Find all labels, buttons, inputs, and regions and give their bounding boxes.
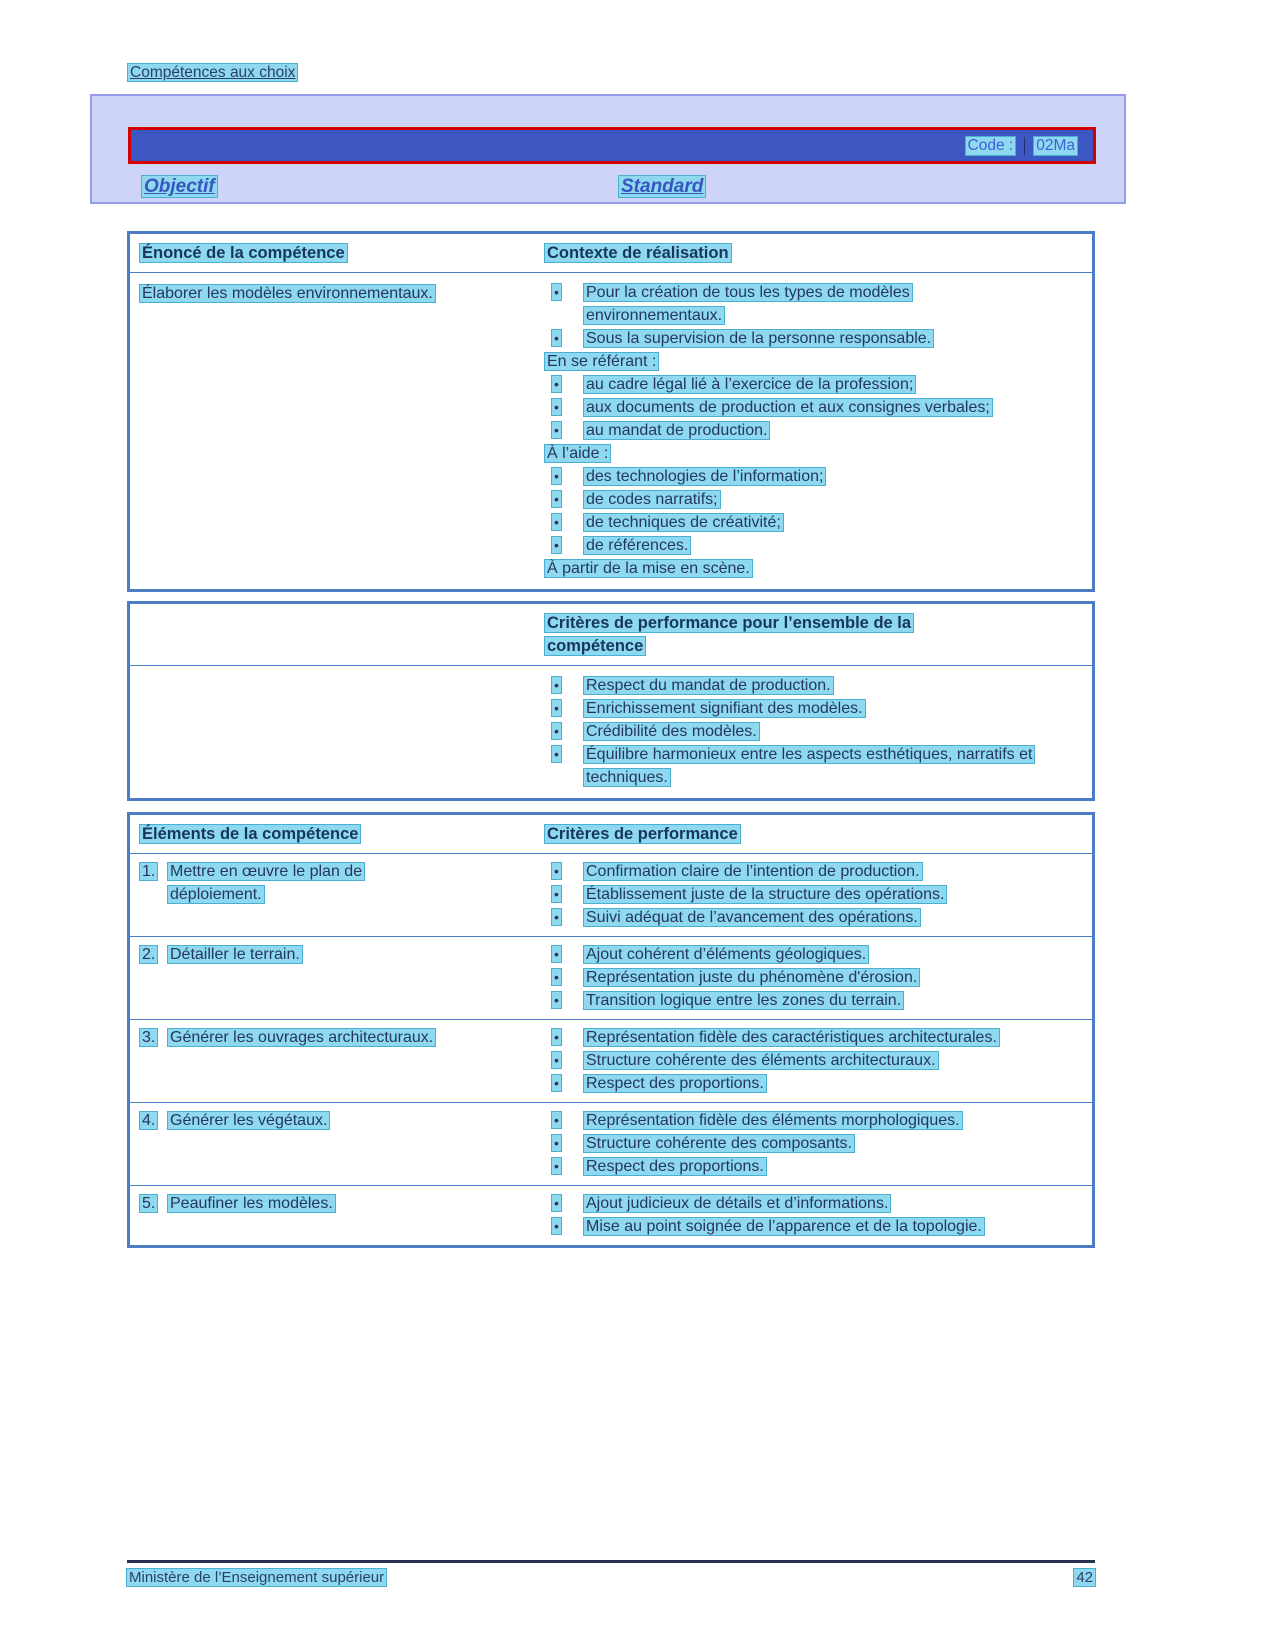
criteria-cell xyxy=(545,1109,1092,1178)
standard-label: Standard xyxy=(621,176,704,197)
list-item: • Structure cohérente des composants. xyxy=(545,1132,1082,1155)
list-item: • aux documents de production et aux consignes verbales; xyxy=(545,396,1082,419)
table2-col2-header: Critères de performance pour l’ensemble de la compétence xyxy=(547,614,912,655)
element-cell: 5. Peaufiner les modèles. xyxy=(142,1195,333,1212)
global-criteria-cell xyxy=(545,674,1092,789)
table2-header-row xyxy=(130,604,1092,666)
list-item: • Respect du mandat de production. xyxy=(545,674,1082,697)
list-item: • Enrichissement signifiant des modèles. xyxy=(545,697,1082,720)
table-row xyxy=(130,1019,1092,1102)
table-row xyxy=(130,1185,1092,1245)
table2-empty-cell xyxy=(130,674,545,789)
list-item: • Confirmation claire de l’intention de production. xyxy=(545,860,1082,883)
bullet-icon: • xyxy=(554,992,559,1008)
list-item: • Équilibre harmonieux entre les aspects esthétiques, narratifs et techniques. xyxy=(545,743,1082,789)
bullet-icon: • xyxy=(554,723,559,739)
context-cell xyxy=(545,281,1092,580)
bullet-icon: • xyxy=(554,909,559,925)
global-criteria-table xyxy=(127,601,1095,801)
bullet-icon: • xyxy=(554,1135,559,1151)
list-item: • Structure cohérente des éléments architecturaux. xyxy=(545,1049,1082,1072)
footer-ministry: Ministère de l’Enseignement supérieur xyxy=(129,1569,385,1586)
table-row xyxy=(130,1102,1092,1185)
list-item: • Respect des proportions. xyxy=(545,1155,1082,1178)
code-divider xyxy=(1024,137,1025,155)
bullet-icon: • xyxy=(554,1075,559,1091)
doc-top-label xyxy=(128,64,297,82)
table1-col1-header: Énoncé de la compétence xyxy=(142,244,345,262)
table1-header-row xyxy=(130,234,1092,273)
element-cell: 2. Détailler le terrain. xyxy=(142,946,300,963)
element-cell: 1. Mettre en œuvre le plan de déploiement. xyxy=(142,863,363,903)
footer xyxy=(127,1567,1095,1588)
bullet-icon: • xyxy=(554,468,559,484)
bullet-icon: • xyxy=(554,969,559,985)
element-cell: 4. Générer les végétaux. xyxy=(142,1112,328,1129)
table3-header-row xyxy=(130,815,1092,854)
criteria-cell xyxy=(545,1192,1092,1238)
bullet-icon: • xyxy=(554,1195,559,1211)
bullet-icon: • xyxy=(554,514,559,530)
list-item: • Ajout cohérent d’éléments géologiques. xyxy=(545,943,1082,966)
table1-body-row xyxy=(130,273,1092,589)
list-item: • Sous la supervision de la personne responsable. xyxy=(545,327,1082,350)
code-field xyxy=(966,137,1077,155)
list-item: • Pour la création de tous les types de modèles environnementaux. xyxy=(545,281,1082,327)
table-row xyxy=(130,854,1092,936)
table3-col1-header: Éléments de la compétence xyxy=(142,825,359,843)
list-item: • Ajout judicieux de détails et d’informations. xyxy=(545,1192,1082,1215)
list-label: À l’aide : xyxy=(547,445,609,462)
list-item: • Représentation fidèle des caractéristiques architecturales. xyxy=(545,1026,1082,1049)
objectif-label: Objectif xyxy=(144,176,215,197)
list-item: • Transition logique entre les zones du terrain. xyxy=(545,989,1082,1012)
list-item: • Suivi adéquat de l’avancement des opérations. xyxy=(545,906,1082,929)
bullet-icon: • xyxy=(554,1029,559,1045)
list-item: • de techniques de créativité; xyxy=(545,511,1082,534)
bullet-icon: • xyxy=(554,330,559,346)
bullet-icon: • xyxy=(554,677,559,693)
criteria-cell xyxy=(545,1026,1092,1095)
criteria-cell xyxy=(545,860,1092,929)
list-item: • Mise au point soignée de l’apparence et de la topologie. xyxy=(545,1215,1082,1238)
footer-page-number: 42 xyxy=(1076,1569,1093,1586)
bullet-icon: • xyxy=(554,399,559,415)
list-item: • Établissement juste de la structure des opérations. xyxy=(545,883,1082,906)
bullet-icon: • xyxy=(554,1052,559,1068)
list-item: • Représentation fidèle des éléments morphologiques. xyxy=(545,1109,1082,1132)
criteria-cell xyxy=(545,943,1092,1012)
list-item: • Représentation juste du phénomène d'érosion. xyxy=(545,966,1082,989)
list-item: • Crédibilité des modèles. xyxy=(545,720,1082,743)
list-item: • au cadre légal lié à l’exercice de la profession; xyxy=(545,373,1082,396)
code-bar xyxy=(128,127,1096,164)
elements-criteria-table xyxy=(127,812,1095,1248)
bullet-icon: • xyxy=(554,946,559,962)
statement-cell: Élaborer les modèles environnementaux. xyxy=(142,285,433,302)
table3-col2-header: Critères de performance xyxy=(547,825,738,843)
table2-body-row xyxy=(130,666,1092,798)
header-banner xyxy=(90,94,1126,204)
list-label: À partir de la mise en scène. xyxy=(547,560,750,577)
bullet-icon: • xyxy=(554,746,559,762)
bullet-icon: • xyxy=(554,1112,559,1128)
bullet-icon: • xyxy=(554,700,559,716)
list-item: • Respect des proportions. xyxy=(545,1072,1082,1095)
bullet-icon: • xyxy=(554,537,559,553)
code-label: Code : xyxy=(967,136,1014,154)
bullet-icon: • xyxy=(554,376,559,392)
code-value: 02Ma xyxy=(1036,136,1075,154)
bullet-icon: • xyxy=(554,1158,559,1174)
bullet-icon: • xyxy=(554,863,559,879)
bullet-icon: • xyxy=(554,886,559,902)
footer-rule xyxy=(127,1560,1095,1563)
table-row xyxy=(130,936,1092,1019)
bullet-icon: • xyxy=(554,491,559,507)
bullet-icon: • xyxy=(554,1218,559,1234)
element-cell: 3. Générer les ouvrages architecturaux. xyxy=(142,1029,434,1046)
list-item: • de références. xyxy=(545,534,1082,557)
bullet-icon: • xyxy=(554,284,559,300)
list-item: • de codes narratifs; xyxy=(545,488,1082,511)
competence-context-table xyxy=(127,231,1095,592)
list-label: En se référant : xyxy=(547,353,657,370)
list-item: • au mandat de production. xyxy=(545,419,1082,442)
bullet-icon: • xyxy=(554,422,559,438)
list-item: • des technologies de l’information; xyxy=(545,465,1082,488)
table1-col2-header: Contexte de réalisation xyxy=(547,244,729,262)
table2-col1-header-empty xyxy=(130,612,545,658)
doc-top-label-text: Compétences aux choix xyxy=(130,64,296,81)
